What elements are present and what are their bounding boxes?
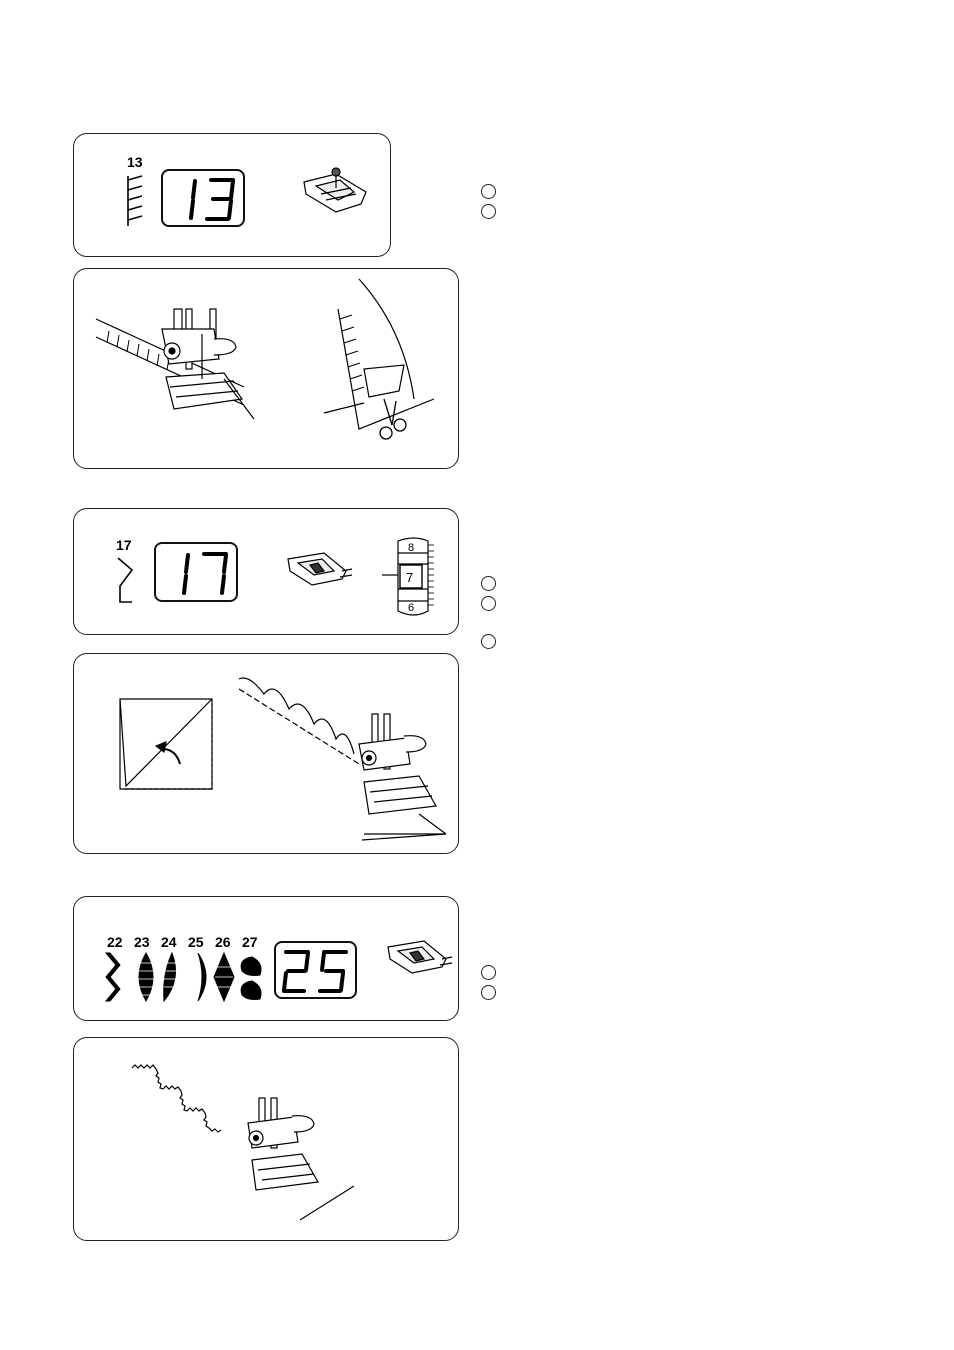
satin-foot-icon (384, 933, 454, 983)
blind-hem-sewing-illustration (74, 269, 460, 470)
reference-circle (481, 576, 496, 591)
pattern-number-27: 27 (242, 934, 258, 950)
illustration-panel-3 (73, 1037, 459, 1241)
stitch-display (274, 941, 357, 999)
dial-value-current: 7 (406, 570, 414, 585)
reference-circle (481, 184, 496, 199)
stitch-display (161, 169, 245, 227)
seven-segment-digits (276, 943, 359, 1001)
blind-hem-stitch-icon (124, 174, 154, 234)
reference-circle (481, 985, 496, 1000)
pattern-number-22: 22 (107, 934, 123, 950)
seven-segment-digits (163, 171, 247, 229)
illustration-panel-2 (73, 653, 459, 854)
reference-circle (481, 965, 496, 980)
shell-tuck-stitch-icon (114, 556, 144, 606)
reference-circle (481, 204, 496, 219)
pattern-number-label: 13 (127, 154, 143, 170)
zigzag-foot-icon (284, 545, 354, 595)
pattern-number-label: 17 (116, 537, 132, 553)
settings-panel-1 (73, 133, 391, 257)
reference-circle (481, 596, 496, 611)
pattern-number-23: 23 (134, 934, 150, 950)
pattern-number-26: 26 (215, 934, 231, 950)
stitch-width-dial-icon (374, 529, 444, 629)
illustration-panel-1 (73, 268, 459, 469)
decorative-stitch-icons (102, 951, 272, 1003)
reference-circle (481, 634, 496, 649)
seven-segment-digits (156, 544, 240, 604)
settings-panel-2 (73, 508, 459, 635)
pattern-number-24: 24 (161, 934, 177, 950)
settings-panel-3 (73, 896, 459, 1021)
dial-value-top: 8 (408, 542, 415, 554)
pattern-number-25: 25 (188, 934, 204, 950)
shell-tuck-sewing-illustration (74, 654, 460, 855)
dial-value-bottom: 6 (408, 602, 415, 614)
blind-hem-foot-icon (296, 164, 376, 224)
scallop-stitch-sewing-illustration (74, 1038, 460, 1242)
stitch-display (154, 542, 238, 602)
